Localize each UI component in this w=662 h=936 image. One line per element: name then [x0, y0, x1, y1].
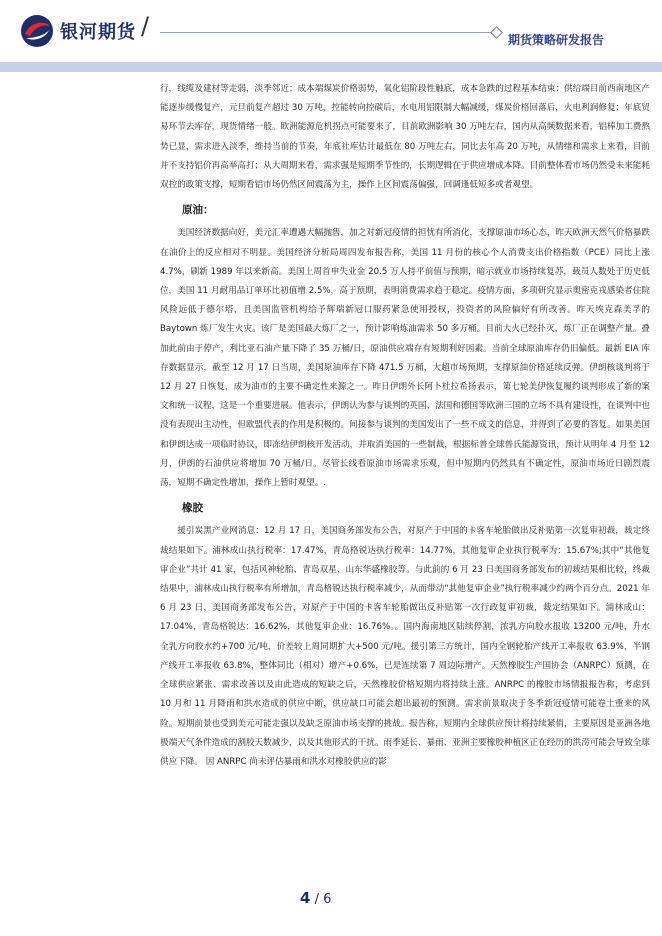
brand-name: 银河期货 [60, 22, 136, 43]
page-separator: / [310, 892, 324, 907]
report-title: 期货策略研发报告 [508, 33, 605, 47]
rubber-heading: 橡胶 [182, 502, 203, 515]
page-header [0, 0, 662, 62]
diamond-icon [490, 26, 503, 39]
header-rule [160, 32, 495, 33]
header-band [0, 62, 662, 72]
page-number [300, 889, 331, 907]
page-total: 6 [323, 892, 332, 907]
header-slash: / [141, 12, 150, 40]
crude-oil-heading: 原油： [182, 204, 214, 217]
aluminum-paragraph: 行，线缆及建材等走弱，淡季邻近；成本端煤炭价格弱势，氧化铝阶段性触底，成本急跌的过程基本结束；供给端目前西南地区产能逐步缓慢复产，元旦前复产超过 30 万吨，控能转向控碳后，水电用铝限制大幅减缓，煤炭价格回落后，火电利润修复；年底贸易环节去库存，现货情绪一般。欧洲能源危机拐点可能要来了，目前欧洲影响 30 万吨左右，国内从高频数据来看，铝棒加工费熬势已显，需求进入淡季，维持当前的节奏，年底社库估计最低在 80 万吨左右，同比去年高 20 万吨，从情绪和需求上来看，目前并不支持铝价再高举高打；从大周期来看，需求强是短期季节性的，长期逻辑在于供应增成本降。目前整体看市场仍然受未来能耗双控的政策支撑，短期看铝市场仍然区间震荡为主，操作上区间震荡偏强，回调逢低短多或者观望。 [160, 84, 650, 191]
main-content [160, 80, 650, 772]
rubber-paragraph: 援引炭黑产业网消息：12 月 17 日，美国商务部发布公告，对原产于中国的卡客车轮胎做出反补贴第一次复审初裁，裁定终裁结果如下。浦林成山执行税率：17.47%，青岛格锐达执行税率：14.77%，其他复审企业执行税率为：15.67%;其中“其他复审企业”共计 41 家，包括风神轮胎、青岛双星、山东华盛橡胶等。与此前的 6 月 23 日美国商务部发布的初裁结果相比较，终裁结果中，浦林成山执行税率有所增加，青岛格锐达执行税率减少，从而带动“其他复审企业”执行税率减少约两个百分点。2021 年 6 月 23 日，美国商务部发布公告，对原产于中国的卡客车轮胎做出反补贴第一次行政复审初裁，裁定结果如下。浦林成山：17.04%，青岛格锐达：16.62%，其他复审企业：16.76%。。国内海南地区陆续停割，浓乳方向胶水报收 13200 元/吨，升水全乳方向胶水约+700 元/吨，价差较上周同期扩大+500 元/吨。援引第三方统计，国内全钢轮胎产线开工率报收 63.9%，半钢产线开工率报收 63.8%，整体同比（相对）增产+0.6%，已是连续第 7 周边际增产。天然橡胶生产国协会（ANRPC）预测，在全球供应紧张、需求改善以及由此造成的短缺之后，天然橡胶价格短期内将持续上涨。ANRPC 的橡胶市场情报报告称，考虑到 10 月和 11 月降雨和洪水造成的供应中断，供应缺口可能会超出最初的预测。需求前景取决于冬季新冠疫情可能卷土重来的风险。短期前景也受到美元可能走强以及缺乏原油市场支撑的挑战。报告称，短期内全球供应预计将持续紧俏，主要原因是亚洲各地极端天气条件造成的割胶天数减少，以及其他形式的干扰。雨季延长、暴雨、亚洲主要橡胶种植区正在经历的洪涝可能会导致全球供应下降。 因 ANRPC 尚未评估暴雨和洪水对橡胶供应的影 [160, 526, 650, 767]
crude-oil-paragraph: 美国经济数据向好，美元汇率遭遇大幅抛售，加之对新冠疫情的担忧有所消化，支撑原油市场心态，昨天欧洲天然气价格暴跌在油价上的反应相对不明显。美国经济分析局周四发布报告称，美国 11 月份的核心个人消费支出价格指数（PCE）同比上涨 4.7%，刷新 1989 年以来新高。美国上周首申失业金 20.5 万人持平前值与预期，暗示就业市场持续复苏，载员人数处于历史低位，美国 11 月耐用品订单环比初值增 2.5%，高于预期，表明消费需求趋于稳定。疫情方面，多项研究显示奥密克戎感染者住院风险远低于德尔塔，且美国监管机构给予辉瑞新冠口服药紧急使用授权，投资者的风险偏好有所改善。昨天埃克森美孚的 Baytown 炼厂发生火灾。该厂是美国最大炼厂之一，预计影响炼油需求 50 多万桶。目前大火已经扑灭，炼厂正在调整产量。叠加此前由于停产，利比亚石油产量下降了 35 万桶/日，原油供应端存有短期利好因素。当前全球原油库存仍旧偏低。最新 EIA 库存数据显示，截至 12 月 17 日当周，美国原油库存下降 471.5 万桶，大超市场预期，支撑原油价格延续反弹。伊朗核谈判将于 12 月 27 日恢复，成为油市的主要不确定性来源之一。昨日伊朗外长阿卜杜拉希扬表示，第七轮美伊恢复履约谈判形成了新的案文和统一议程，这是一个重要进展。他表示，伊朗认为参与谈判的英国、法国和德国等欧洲三国的立场不具有建设性，在谈判中也没有表现出主动性，但欧盟代表的作用是积极的。间接参与谈判的美国发出了一些不成文的信息，并得到了必要的答复。如果美国和伊朗达成一项临时协议，即冻结伊朗核开发活动，并取消美国的一些制裁，根据标普全球普氏能源资讯，预计从明年 4 月至 12 月，伊朗的石油供应将增加 70 万桶/日。尽管长线看原油市场需求乐观，但中短期内仍然具有不确定性，原油市场近日剧烈震荡，短期不确定性增加，操作上暂时观望。. [160, 228, 650, 489]
page-current: 4 [300, 889, 311, 907]
galaxy-logo-icon [20, 14, 54, 48]
